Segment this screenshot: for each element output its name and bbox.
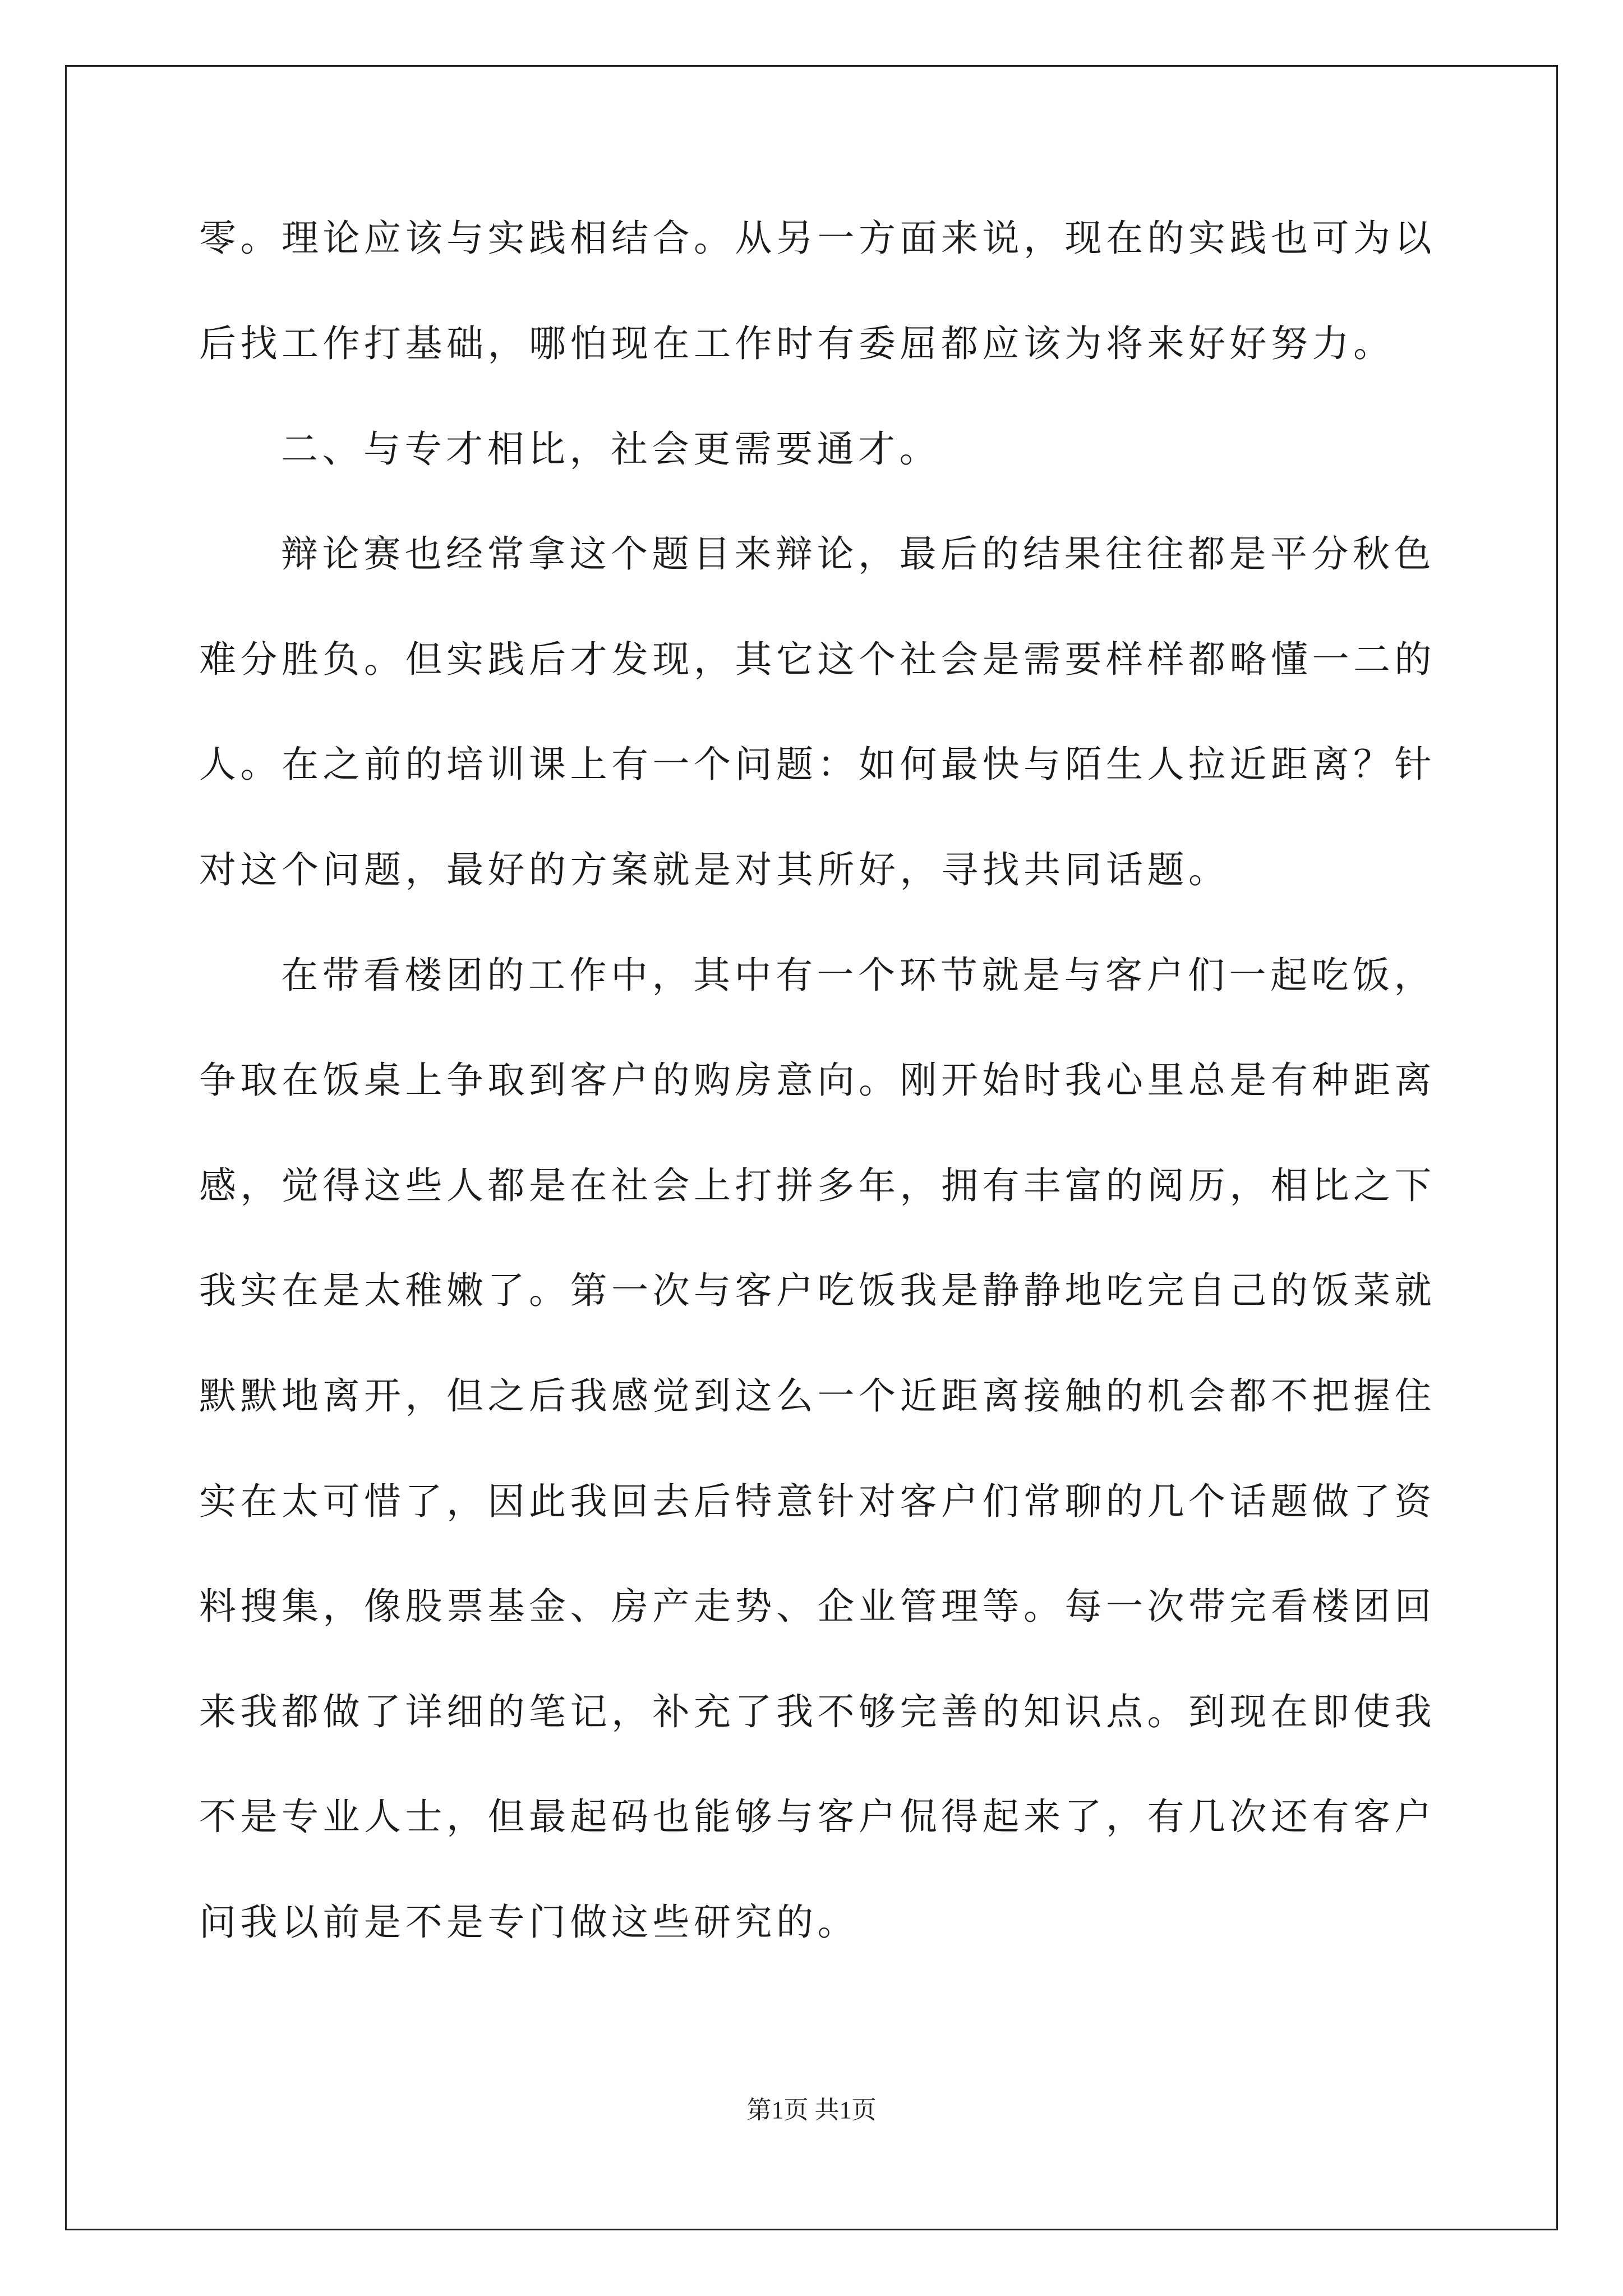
text-line: 后找工作打基础，哪怕现在工作时有委屈都应该为将来好好努力。 — [199, 322, 1395, 365]
text-line: 来我都做了详细的笔记，补充了我不够完善的知识点。到现在即使我 — [199, 1690, 1436, 1733]
text-line: 难分胜负。但实践后才发现，其它这个社会是需要样样都略懂一二的 — [199, 638, 1436, 681]
text-line: 料搜集，像股票基金、房产走势、企业管理等。每一次带完看楼团回 — [199, 1585, 1436, 1628]
text-line: 对这个问题，最好的方案就是对其所好，寻找共同话题。 — [199, 848, 1230, 891]
page-footer: 第1页 共1页 — [746, 2096, 877, 2124]
text-line: 问我以前是不是专门做这些研究的。 — [199, 1901, 859, 1944]
text-line: 感，觉得这些人都是在社会上打拼多年，拥有丰富的阅历，相比之下 — [199, 1164, 1436, 1207]
text-line: 我实在是太稚嫩了。第一次与客户吃饭我是静静地吃完自己的饭菜就 — [199, 1269, 1436, 1312]
text-line: 人。在之前的培训课上有一个问题：如何最快与陌生人拉近距离？针 — [199, 743, 1436, 786]
text-line: 实在太可惜了，因此我回去后特意针对客户们常聊的几个话题做了资 — [199, 1480, 1436, 1523]
text-line: 在带看楼团的工作中，其中有一个环节就是与客户们一起吃饭， — [281, 954, 1435, 997]
text-line: 零。理论应该与实践相结合。从另一方面来说，现在的实践也可为以 — [199, 217, 1436, 260]
text-line: 默默地离开，但之后我感觉到这么一个近距离接触的机会都不把握住 — [199, 1374, 1436, 1418]
text-line: 不是专业人士，但最起码也能够与客户侃得起来了，有几次还有客户 — [199, 1795, 1436, 1838]
section-heading: 二、与专才相比，社会更需要通才。 — [281, 427, 940, 471]
text-line: 争取在饭桌上争取到客户的购房意向。刚开始时我心里总是有种距离 — [199, 1059, 1436, 1102]
text-line: 辩论赛也经常拿这个题目来辩论，最后的结果往往都是平分秋色 — [281, 532, 1435, 576]
